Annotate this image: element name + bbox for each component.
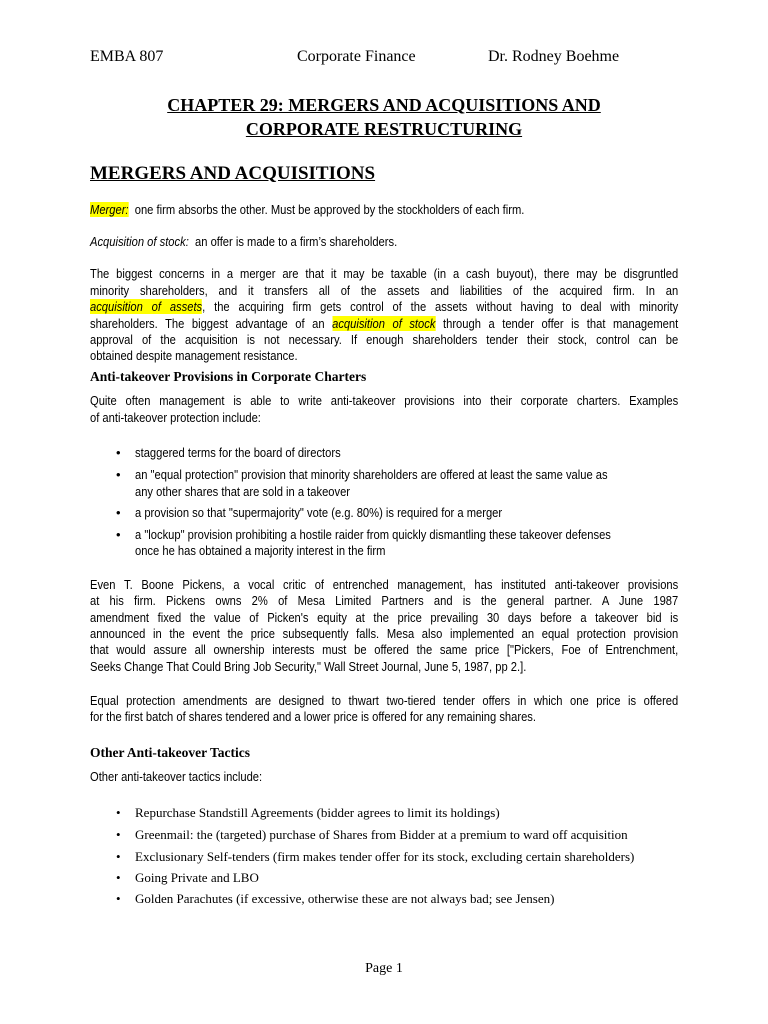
header-subject: Corporate Finance: [297, 48, 416, 65]
acquisition-definition: [90, 234, 397, 250]
merger-definition: [90, 202, 524, 218]
list-item-continuation: any other shares that are sold in a takeover: [135, 484, 351, 499]
subheading-other-tactics: Other Anti-takeover Tactics: [90, 745, 250, 760]
bullet-marker: [116, 527, 121, 543]
paragraph-line: Even T. Boone Pickens, a vocal critic of entrenched management, has instituted anti-takeover provisions: [90, 577, 679, 592]
bullet-marker: [116, 505, 121, 521]
list-item: a provision so that "supermajority" vote (e.g. 80%) is required for a merger: [135, 505, 503, 520]
paragraph-line: Quite often management is able to write anti-takeover provisions into their corporate charters. Examples: [90, 393, 679, 408]
bullet-marker: [116, 870, 121, 886]
paragraph-line: Seeks Change That Could Bring Job Security," Wall Street Journal, June 5, 1987, pp 2.].: [90, 659, 527, 674]
paragraph-line: that would assure all ownership interests must be offered the same price ["Pickers, Foe of Entrenchment,: [90, 642, 679, 657]
list-item: Repurchase Standstill Agreements (bidder agrees to limit its holdings): [135, 805, 500, 820]
paragraph-line: amendment fixed the value of Picken's equity at the price prevailing 30 days before a takeover bid is: [90, 610, 679, 625]
paragraph-line: announced in the event the price subsequently falls. Mesa also implemented an equal protection provision: [90, 626, 679, 641]
list-item: staggered terms for the board of directors: [135, 445, 341, 460]
paragraph-line: approval of the acquisition is not necessary. If enough shareholders tender their stock, control can be: [90, 332, 679, 347]
paragraph-line: The biggest concerns in a merger are that it may be taxable (in a cash buyout), there may be disgruntled: [90, 266, 679, 281]
paragraph-line: obtained despite management resistance.: [90, 348, 298, 363]
subheading-anti-takeover-provisions: Anti-takeover Provisions in Corporate Charters: [90, 369, 367, 384]
acquisition-text: an offer is made to a firm’s shareholders.: [195, 234, 398, 249]
bullet-marker: [116, 805, 121, 821]
list-item: Greenmail: the (targeted) purchase of Shares from Bidder at a premium to ward off acquisition: [135, 827, 628, 842]
section-heading: MERGERS AND ACQUISITIONS: [90, 163, 376, 184]
list-item: Going Private and LBO: [135, 870, 259, 885]
paragraph-line: Equal protection amendments are designed to thwart two-tiered tender offers in which one price is offered: [90, 693, 679, 708]
acquisition-term: Acquisition of stock:: [90, 234, 189, 249]
paragraph-line: [90, 299, 678, 315]
chapter-title-line-2: CORPORATE RESTRUCTURING: [245, 119, 523, 139]
paragraph-line: Other anti-takeover tactics include:: [90, 769, 263, 784]
highlighted-term: acquisition of stock: [332, 316, 436, 331]
list-item: an "equal protection" provision that minority shareholders are offered at least the same value as: [135, 467, 608, 482]
bullet-marker: [116, 827, 121, 843]
bullet-marker: [116, 445, 121, 461]
chapter-title-line-1: CHAPTER 29: MERGERS AND ACQUISITIONS AND: [167, 95, 601, 115]
page-number: Page 1: [365, 961, 403, 976]
list-item: Exclusionary Self-tenders (firm makes tender offer for its stock, excluding certain shareholders): [135, 849, 635, 864]
list-item: a "lockup" provision prohibiting a hostile raider from quickly dismantling these takeover defenses: [135, 527, 611, 542]
paragraph-text: shareholders. The biggest advantage of an: [90, 316, 325, 331]
header-course: EMBA 807: [90, 48, 164, 65]
paragraph-line: at his firm. Pickens owns 2% of Mesa Limited Partners and is the general partner. A June 1987: [90, 593, 679, 608]
bullet-marker: [116, 849, 121, 865]
paragraph-line: of anti-takeover protection include:: [90, 410, 261, 425]
list-item-continuation: once he has obtained a majority interest in the firm: [135, 543, 386, 558]
highlighted-term: acquisition of assets: [90, 299, 203, 314]
paragraph-line: minority shareholders, and it transfers all of the assets and liabilities of the acquired firm. In an: [90, 283, 679, 298]
merger-text: one firm absorbs the other. Must be approved by the stockholders of each firm.: [134, 202, 525, 217]
paragraph-line: [90, 316, 678, 332]
bullet-marker: [116, 467, 121, 483]
merger-term: Merger:: [90, 202, 129, 217]
paragraph-text: , the acquiring firm gets control of the assets without having to deal with minority: [202, 299, 679, 314]
header-instructor: Dr. Rodney Boehme: [488, 48, 620, 65]
bullet-marker: [116, 891, 121, 907]
paragraph-line: for the first batch of shares tendered and a lower price is offered for any remaining shares.: [90, 709, 536, 724]
paragraph-text: through a tender offer is that management: [442, 316, 679, 331]
list-item: Golden Parachutes (if excessive, otherwise these are not always bad; see Jensen): [135, 891, 555, 906]
